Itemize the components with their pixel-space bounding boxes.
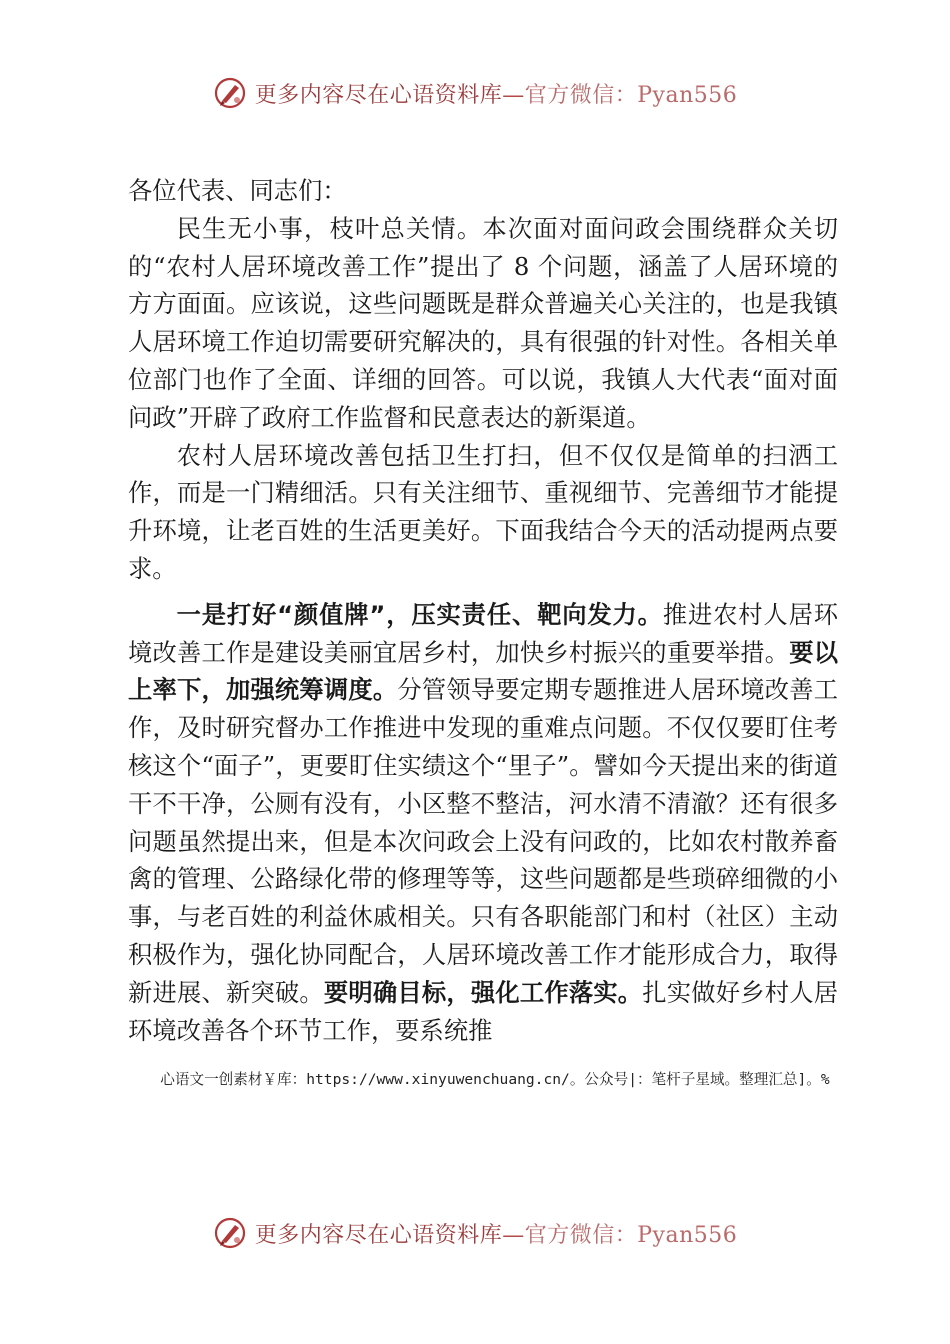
header-banner	[0, 68, 950, 118]
pen-logo-icon	[213, 76, 247, 110]
banner-wechat-text: 官方微信：Pyan556	[524, 1222, 738, 1248]
banner-main-text: 更多内容尽在心语资料库	[254, 82, 503, 108]
banner-text	[255, 1218, 738, 1249]
paragraph-3	[128, 596, 838, 1050]
source-note: 心语文一创素材￥库：https://www.xinyuwenchuang.cn/。公众号|：笔杆子星域。整理汇总]。%	[160, 1071, 830, 1088]
footer-banner	[0, 1208, 950, 1258]
banner-separator: —	[502, 1222, 525, 1248]
pen-logo-icon	[213, 1216, 247, 1250]
paragraph-1: 民生无小事，枝叶总关情。本次面对面问政会围绕群众关切的“农村人居环境改善工作”提出了 8 个问题，涵盖了人居环境的方方面面。应该说，这些问题既是群众普遍关心关注的，也是我镇人居环境工作迫切需要研究解决的，具有很强的针对性。各相关单位部门也作了全面、详细的回答。可以说，我镇人大代表“面对面问政”开辟了政府工作监督和民意表达的新渠道。	[128, 213, 838, 432]
banner-separator: —	[502, 82, 525, 108]
paragraph-3-text-2: 分管领导要定期专题推进人居环境改善工作，及时研究督办工作推进中发现的重难点问题。不仅仅要盯住考核这个“面子”，更要盯住实绩这个“里子”。譬如今天提出来的街道干不干净，公厕有没有，小区整不整洁，河水清不清澈？还有很多问题虽然提出来，但是本次问政会上没有问政的，比如农村散养畜禽的管理、公路绿化带的修理等等，这些问题都是些琐碎细微的小事，与老百姓的利益休戚相关。只有各职能部门和村（社区）主动积极作为，强化协同配合，人居环境改善工作才能形成合力，取得新进展、新突破。	[128, 675, 839, 1007]
paragraph-3-text-1: 推进农村人居环境改善工作是建设美丽宜居乡村，加快乡村振兴的重要举措。	[128, 599, 839, 667]
salutation: 各位代表、同志们：	[128, 176, 347, 205]
banner-wechat-text: 官方微信：Pyan556	[524, 82, 738, 108]
sub-heading-clear-goals: 要明确目标，强化工作落实。	[323, 977, 643, 1007]
banner-main-text: 更多内容尽在心语资料库	[254, 1222, 503, 1248]
paragraph-2: 农村人居环境改善包括卫生打扫，但不仅仅是简单的扫洒工作，而是一门精细活。只有关注细节、重视细节、完善细节才能提升环境，让老百姓的生活更美好。下面我结合今天的活动提两点要求。	[128, 440, 838, 583]
point-one-heading: 一是打好“颜值牌”，压实责任、靶向发力。	[176, 599, 663, 629]
paragraph-3-text-3: 扎实做好乡村人居环境改善各个环节工作，要系统推	[128, 977, 839, 1045]
banner-text	[255, 78, 738, 109]
document-body	[128, 172, 838, 1049]
sub-heading-lead-by-example: 要以上率下，加强统筹调度。	[128, 637, 839, 705]
